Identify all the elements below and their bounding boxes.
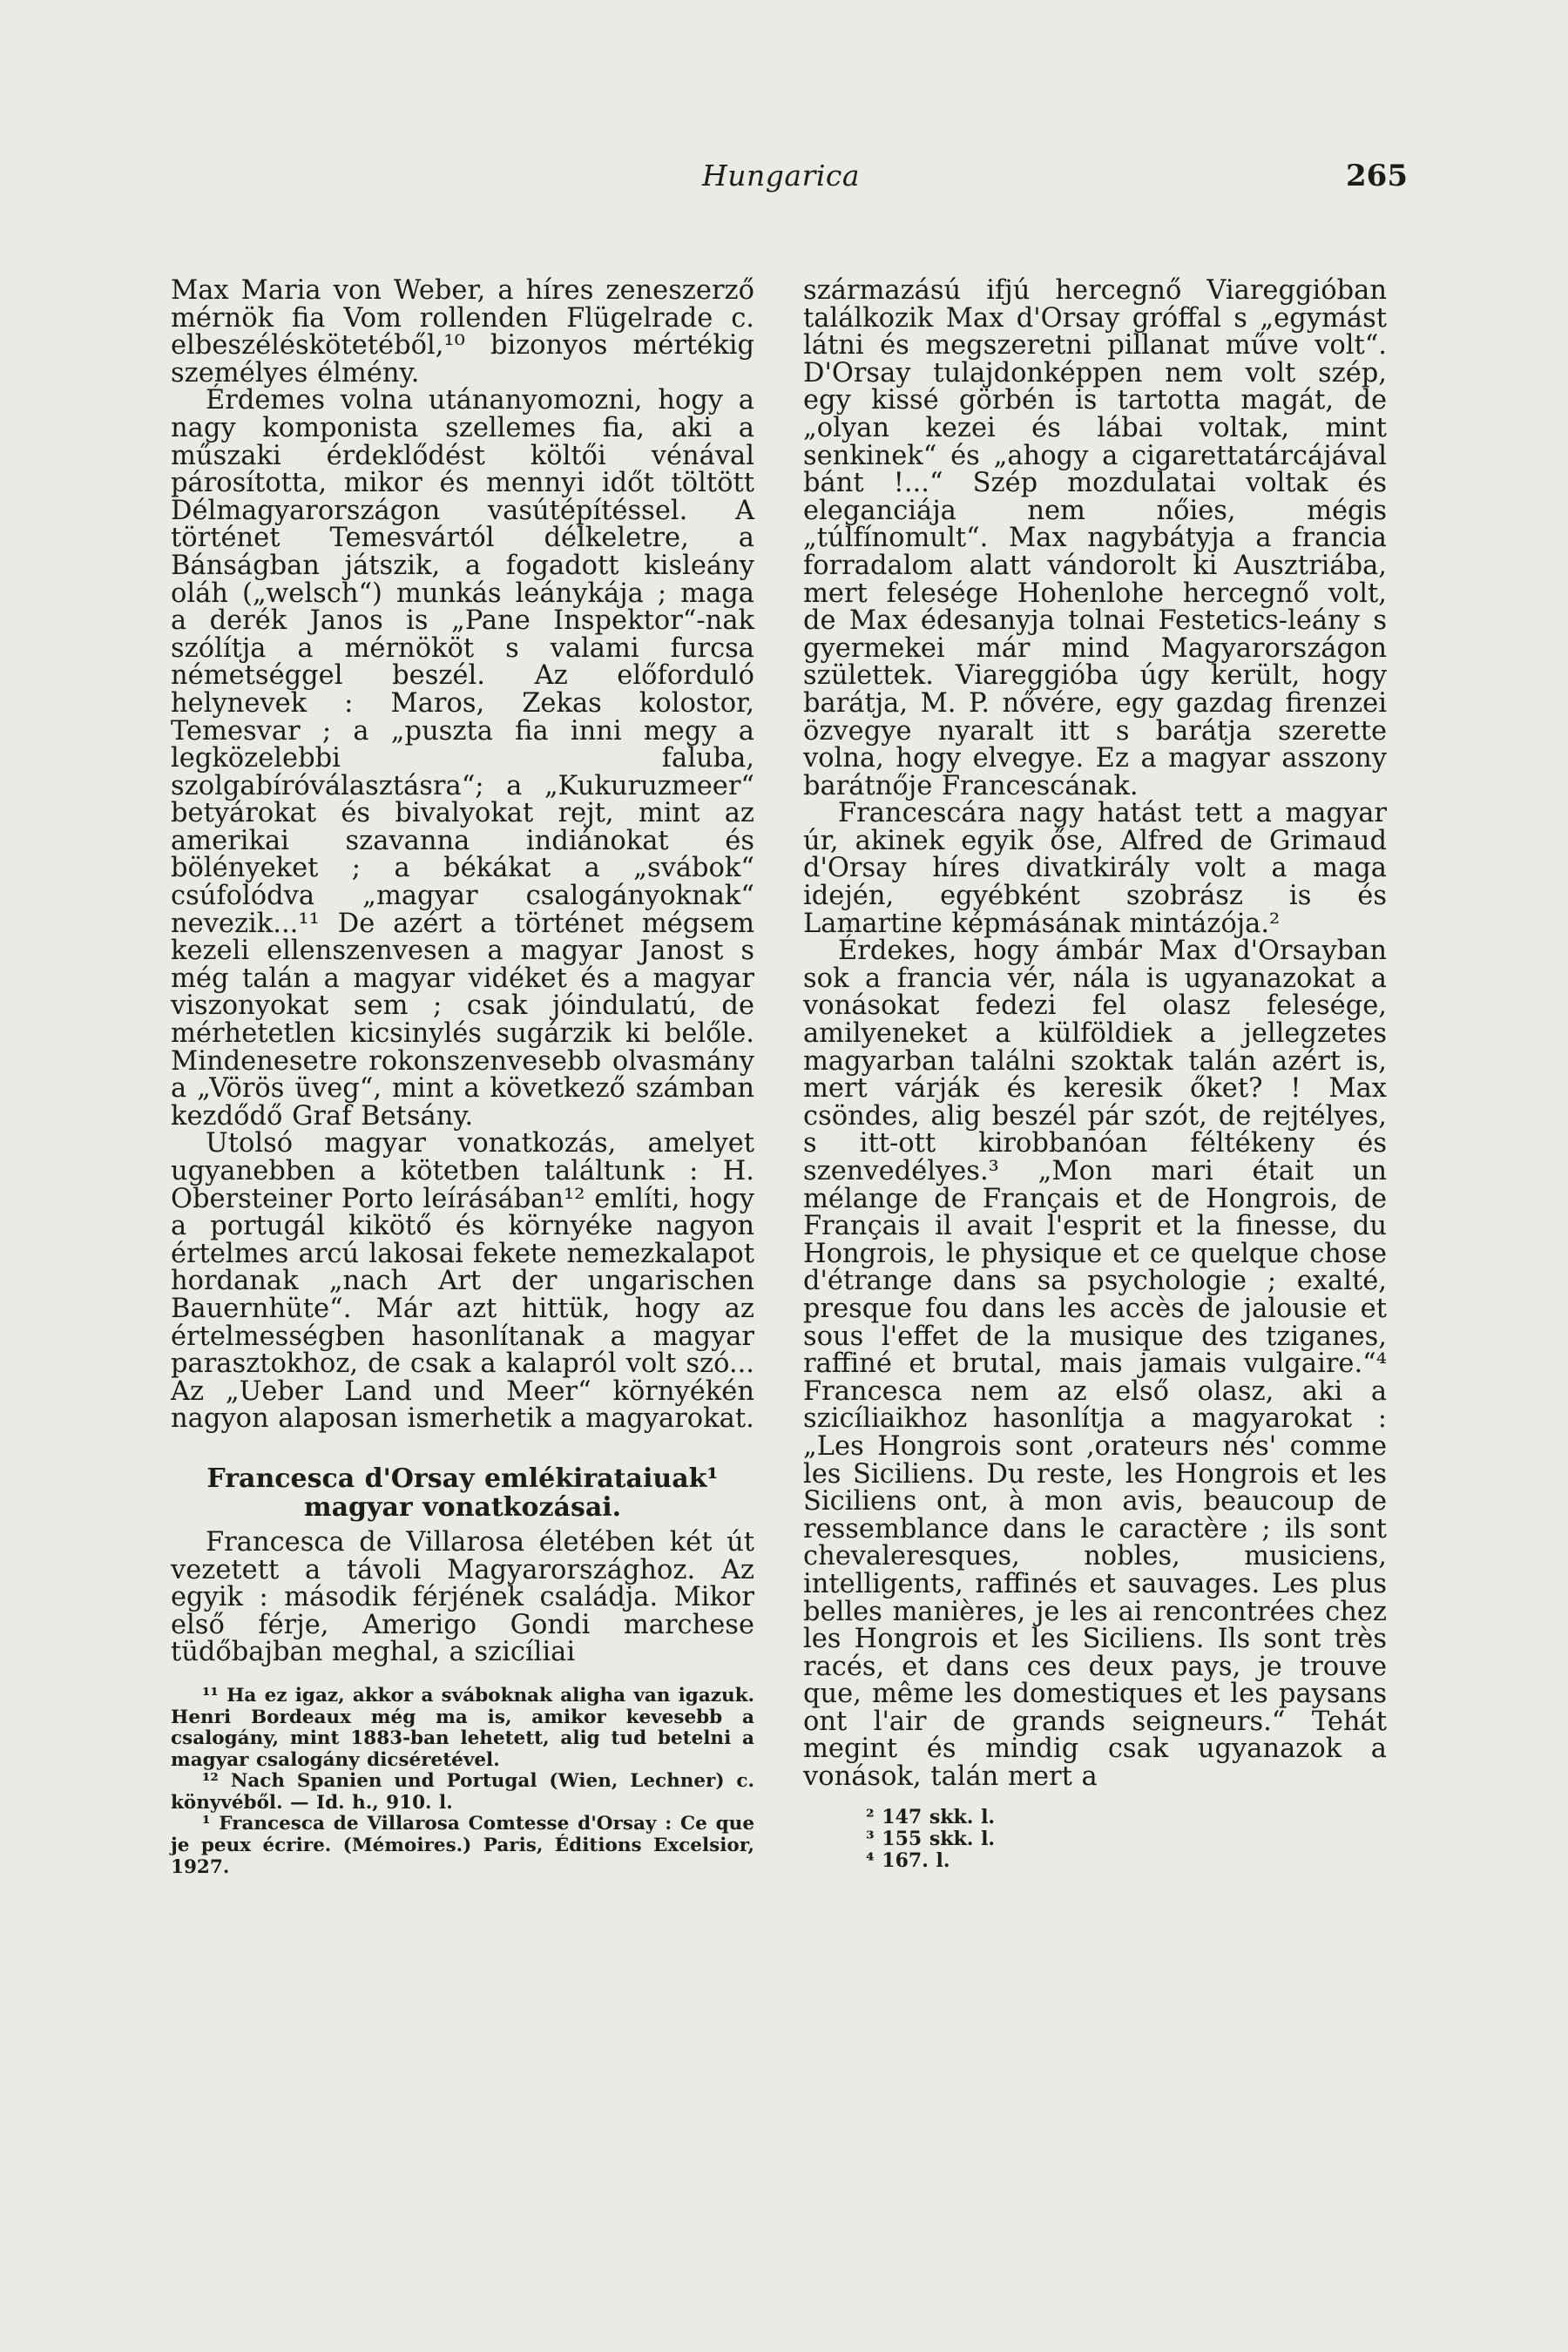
page-header [171,153,1408,206]
paragraph: Utolsó magyar vonatkozás, amelyet ugyanebben a kötetben találtunk : H. Obersteiner Porto leírásában¹² említi, hogy a portugál kikötő és környéke nagyon értelmes arcú lakosai fekete nemezkalapot hordanak „nach Art der ungarischen Bauernhüte“. Már azt hittük, hogy az értelmességben hasonlítanak a magyar parasztokhoz, de csak a kalapról volt szó... Az „Ueber Land und Meer“ környékén nagyon alaposan ismerhetik a magyarokat. [171,1128,754,1435]
right-column [803,277,1387,1872]
paragraph: Francescára nagy hatást tett a magyar úr, akinek egyik őse, Alfred de Grimaud d'Orsay híres divatkirály volt a maga idején, egyébként szobrász is és Lamartine képmásának mintázója.² [803,798,1387,939]
footnote: ² 147 skk. l. [866,1805,996,1828]
footnote: ¹¹ Ha ez igaz, akkor a sváboknak aligha van igazuk. Henri Bordeaux még ma is, amikor kevesebb a csalogány, mint 1883-ban lehetett, alig tud betelni a magyar csalogány dicséretével. [171,1684,754,1771]
paragraph: Francesca de Villarosa életében két út vezetett a távoli Magyarországhoz. Az egyik : második férjének családja. Mikor első férje, Amerigo Gondi marchese tüdőbajban meghal, a szicíliai [171,1526,754,1668]
footnote: ¹ Francesca de Villarosa Comtesse d'Orsay : Ce que je peux écrire. (Mémoires.) Paris, Éditions Excelsior, 1927. [171,1813,754,1878]
page-number: 265 [1346,159,1408,193]
section-heading [171,1464,754,1522]
paragraph: Max Maria von Weber, a híres zeneszerző mérnök fia Vom rollenden Flügelrade c. elbeszéléskötetéből,¹⁰ bizonyos mértékig személyes élmény. [171,275,754,389]
footnotes-left [171,1686,754,1878]
running-title: Hungarica [702,159,861,193]
paragraph: Érdemes volna utánanyomozni, hogy a nagy komponista szellemes fia, aki a műszaki érdeklődést költői vénával párosította, mikor és mennyi időt töltött Délmagyarországon vasútépítéssel. A történet Temesvártól délkeletre, a Bánságban játszik, a fogadott kisleány oláh („welsch“) munkás leánykája ; maga a derék Janos is „Pane Inspektor“-nak szólítja a mérnököt s valami furcsa németséggel beszél. Az előforduló helynevek : Maros, Zekas kolostor, Temesvar ; a „puszta fia inni megy a legközelebbi faluba, szolgabíróválasztásra“; a „Kukuruzmeer“ betyárokat és bivalyokat rejt, mint az amerikai szavanna indiánokat és bölényeket ; a békákat a „svábok“ csúfolódva „magyar csalogányoknak“ nevezik...¹¹ De azért a történet mégsem kezeli ellenszenvesen a magyar Janost s még talán a magyar vidéket és a magyar viszonyokat sem ; csak jóindulatú, de mérhetetlen kicsinylés sugárzik ki belőle. Mindenesetre rokonszenvesebb olvasmány a „Vörös üveg“, mint a következő számban kezdődő Graf Betsány. [171,385,754,1132]
section-heading-line: Francesca d'Orsay emlékirataiuak¹ [206,1463,719,1494]
left-column [171,277,754,1878]
paragraph: Érdekes, hogy ámbár Max d'Orsayban sok a francia vér, nála is ugyanazokat a vonásokat fedezi fel olasz felesége, amilyeneket a külföldiek a jellegzetes magyarban találni szoktak talán azért is, mert várják és keresik őket? ! Max csöndes, alig beszél pár szót, de rejtélyes, s itt-ott kirobbanóan féltékeny és szenvedélyes.³ „Mon mari était un mélange de Français et de Hongrois, de Français il avait l'esprit et la finesse, du Hongrois, le physique et ce quelque chose d'étrange dans sa psychologie ; exalté, presque fou dans les accès de jalousie et sous l'effet de la musique des tziganes, raffiné et brutal, mais jamais vulgaire.“⁴ Francesca nem az első olasz, aki a szicíliaikhoz hasonlítja a magyarokat : „Les Hongrois sont ‚orateurs nés' comme les Siciliens. Du reste, les Hongrois et les Siciliens ont, à mon avis, beaucoup de ressemblance dans le caractère ; ils sont chevaleresques, nobles, musiciens, intelligents, raffinés et sauvages. Les plus belles manières, je les ai rencontrées chez les Hongrois et les Siciliens. Ils sont très racés, et dans ces deux pays, je trouve que, même les domestiques et les paysans ont l'air de grands seigneurs.“ Tehát megint és mindig csak ugyanazok a vonások, talán mert a [803,936,1387,1793]
footnote: ¹² Nach Spanien und Portugal (Wien, Lechner) c. könyvéből. — Id. h., 910. l. [171,1770,754,1814]
footnote: ⁴ 167. l. [866,1848,950,1872]
paragraph: származású ifjú hercegnő Viareggióban találkozik Max d'Orsay gróffal s „egymást látni és megszeretni pillanat műve volt“. D'Orsay tulajdonképpen nem volt szép, egy kissé görbén is tartotta magát, de „olyan kezei és lábai voltak, mint senkinek“ és „ahogy a cigarettatárcájával bánt !...“ Szép mozdulatai voltak és eleganciája nem nőies, mégis „túlfínomult“. Max nagybátyja a francia forradalom alatt vándorolt ki Ausztriába, mert felesége Hohenlohe hercegnő volt, de Max édesanyja tolnai Festetics-leány s gyermekei már mind Magyarországon születtek. Viareggióba úgy került, hogy barátja, M. P. nővére, egy gazdag firenzei özvegye nyaralt itt s barátja szerette volna, hogy elvegye. Ez a magyar asszony barátnője Francescának. [803,275,1387,801]
section-heading-line: magyar vonatkozásai. [303,1491,622,1523]
footnotes-right [803,1807,1387,1872]
footnote: ³ 155 skk. l. [866,1827,996,1850]
